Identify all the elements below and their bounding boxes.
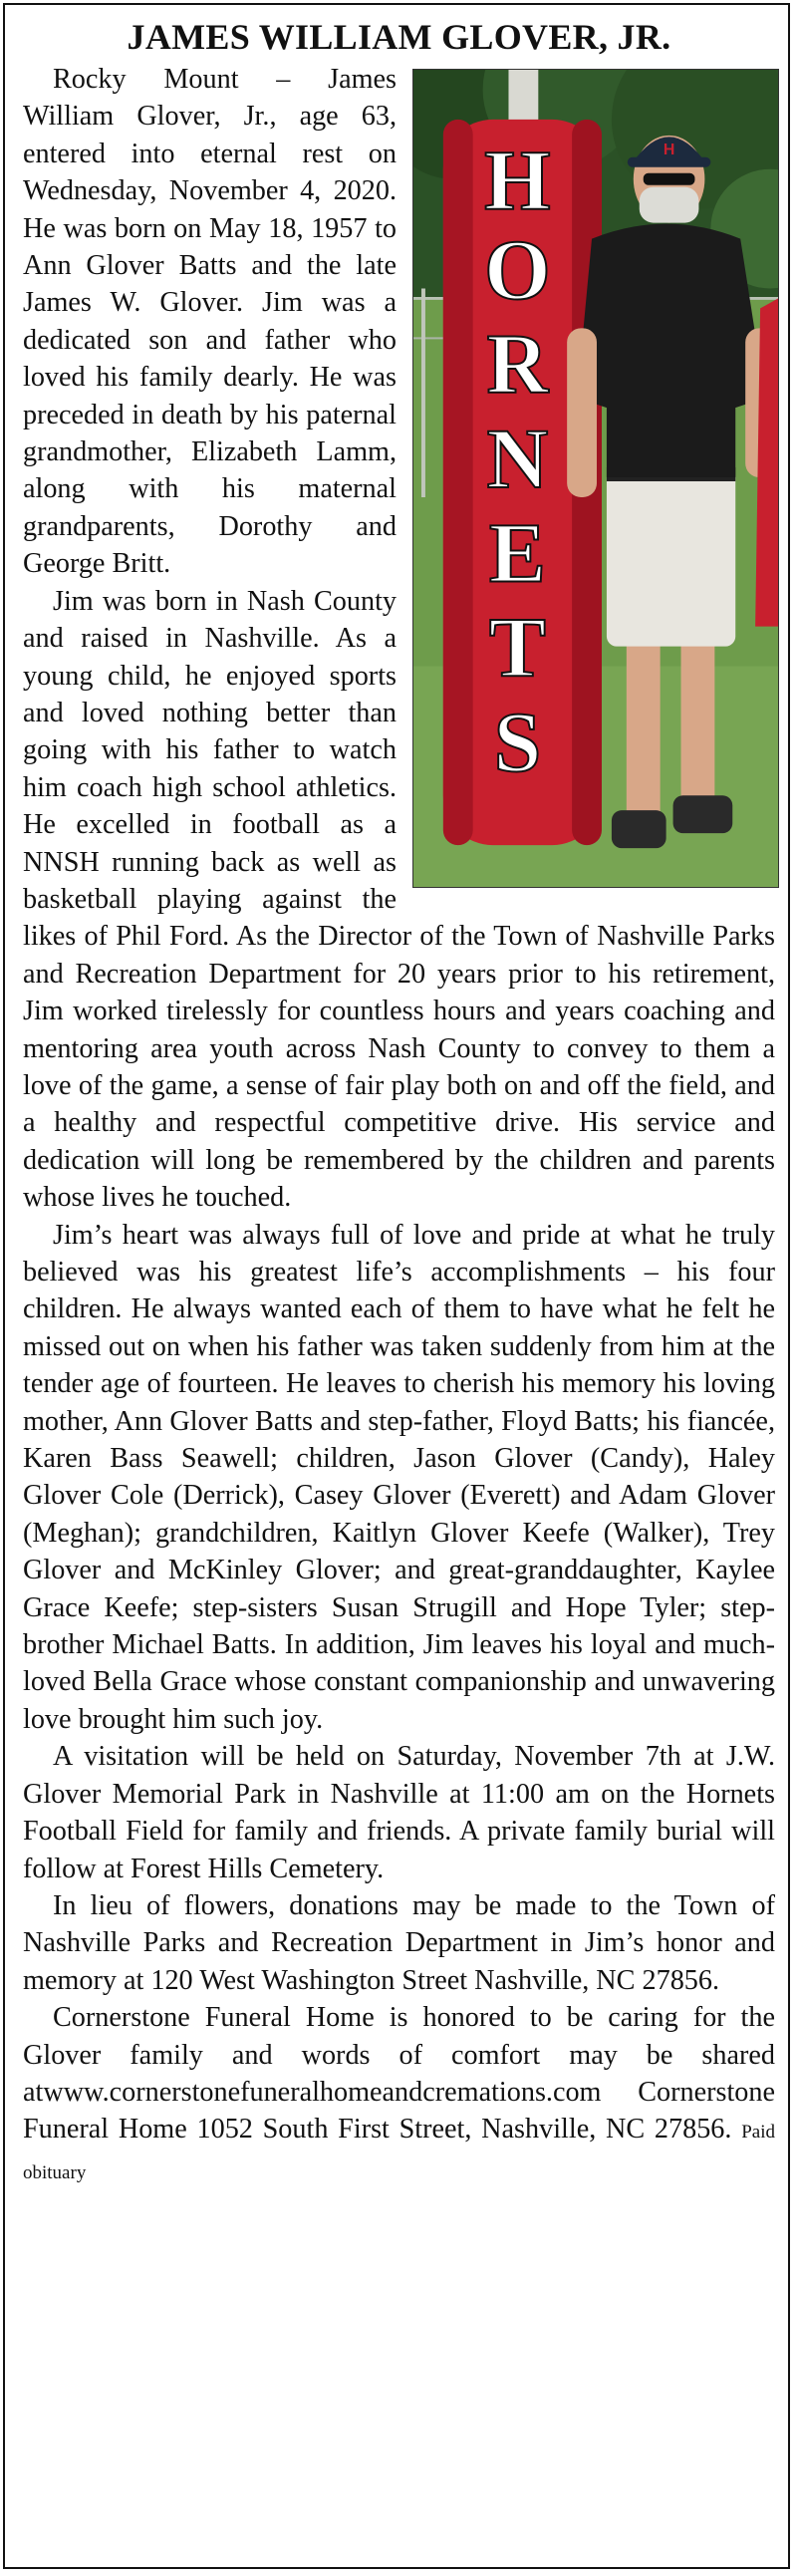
paragraph-intro: Rocky Mount – James William Glover, Jr., age 63, entered into eternal rest on Wednesday, November 4, 2020. He was born on May 18, 1957 to Ann Glover Batts and the late James W. Glover. Jim was a dedicated son and father who loved his family dearly. He was preceded in death by his paternal grandmother, Elizabeth Lamm, along with his maternal grandparents, Dorothy and George Britt. <box>23 64 397 580</box>
funeral-home-text: Cornerstone Funeral Home is honored to be caring for the Glover family and words of comfort may be shared atwww.cornerstonefuneralhomeandcremations.com Cornerstone Funeral Home 1052 South First Street, Nashville, NC 27856. <box>23 2002 775 2146</box>
svg-text:H: H <box>663 141 675 158</box>
paragraph-early-life: Jim was born in Nash County and raised in Nashville. As a young child, he enjoyed sports and loved nothing better than going with his father to watch him coach high school athletics. He excelled in football as a NNSH running back as well as basketball playing against the likes of Phil Ford. As the Director of the Town of Nashville Parks and Recreation Department for 20 years prior to his retirement, Jim worked tirelessly for countless hours and years coaching and mentoring area youth across Nash County to convey to them a love of the game, a sense of fair play both on and off the field, and a healthy and respectful competitive drive. His service and dedication will long be remembered by the children and parents whose lives he touched. <box>23 585 775 1214</box>
paragraph-family: Jim’s heart was always full of love and pride at what he truly believed was his greatest life’s accomplishments – his four children. He always wanted each of them to have what he felt he missed out on when his father was taken suddenly from him at the tender age of fourteen. He leaves to cherish his memory his loving mother, Ann Glover Batts and step-father, Floyd Batts; his fiancée, Karen Bass Seawell; children, Jason Glover (Candy), Haley Glover Cole (Derrick), Casey Glover (Everett) and Adam Glover (Meghan); grandchildren, Kaitlyn Glover Keefe (Walker), Trey Glover and McKinley Glover; and great-granddaughter, Kaylee Grace Keefe; step-sisters Susan Strugill and Hope Tyler; step-brother Michael Batts. In addition, Jim leaves his loyal and much-loved Bella Grace whose constant companionship and unwavering love brought him such joy. <box>23 1219 775 1735</box>
obituary-frame <box>3 3 790 2569</box>
svg-text:T: T <box>488 600 546 696</box>
svg-text:N: N <box>486 411 549 507</box>
obituary-photo <box>412 69 779 888</box>
obituary-content <box>23 15 775 2191</box>
photo-illustration <box>413 70 778 887</box>
paragraph-donations: In lieu of flowers, donations may be made to the Town of Nashville Parks and Recreation Department in Jim’s honor and memory at 120 West Washington Street Nashville, NC 27856. <box>23 1889 775 1996</box>
paragraph-visitation: A visitation will be held on Saturday, November 7th at J.W. Glover Memorial Park in Nashville at 11:00 am on the Hornets Football Field for family and friends. A private family burial will follow at Forest Hills Cemetery. <box>23 1741 775 1884</box>
obituary-title: JAMES WILLIAM GLOVER, JR. <box>127 17 671 57</box>
svg-text:H: H <box>484 133 551 228</box>
svg-text:R: R <box>486 317 549 413</box>
paragraph-funeral-home <box>23 1999 775 2191</box>
paid-obituary-note: Paid obituary <box>23 2122 775 2183</box>
svg-text:E: E <box>488 505 546 601</box>
svg-text:O: O <box>484 222 551 318</box>
svg-text:S: S <box>493 695 542 790</box>
